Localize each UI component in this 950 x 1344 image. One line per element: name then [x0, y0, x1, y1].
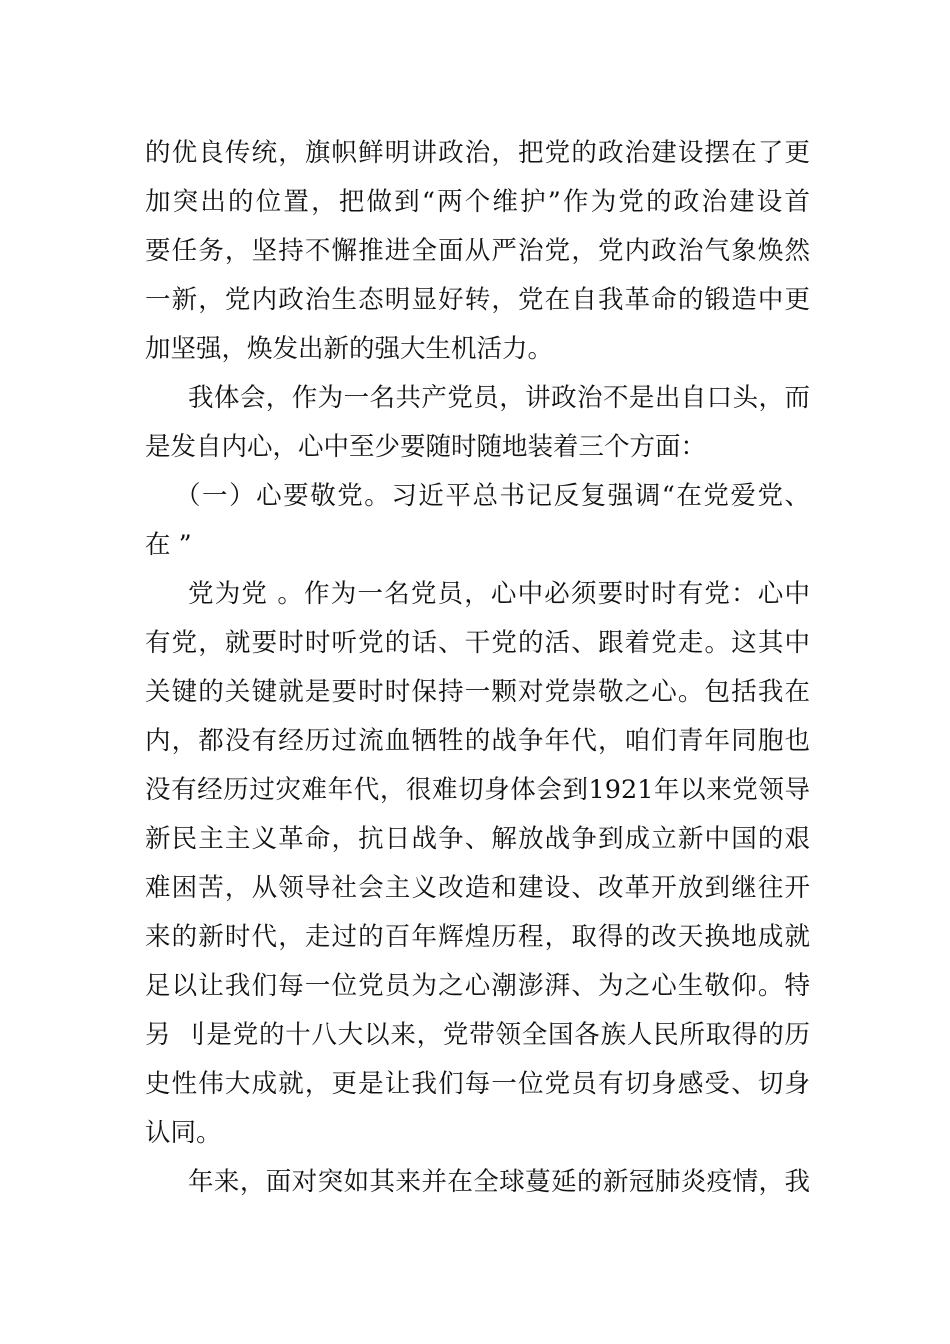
text-line: 新民主主义革命，抗日战争、解放战争到成立新中国的艰 [145, 824, 810, 854]
text-line: 另 刂是党的十八大以来，党带领全国各族人民所取得的历 [145, 1020, 810, 1050]
text-line: 难困苦，从领导社会主义改造和建设、改革开放到继往开 [145, 873, 810, 903]
text-line: 足以让我们每一位党员为之心潮澎湃、为之心生敬仰。特 [145, 971, 810, 1001]
text-line: 没有经历过灾难年代，很难切身体会到1921年以来党领导 [145, 775, 810, 805]
text-line: 加坚强，焕发出新的强大生机活力。 [145, 334, 554, 364]
text-line: 是发自内心，心中至少要随时随地装着三个方面： [145, 432, 707, 462]
text-line: 内，都没有经历过流血牺牲的战争年代，咱们青年同胞也 [145, 726, 810, 756]
text-line: 来的新时代，走过的百年辉煌历程，取得的改天换地成就 [145, 922, 810, 952]
text-line: 关键的关键就是要时时保持一颗对党崇敬之心。包括我在 [145, 677, 810, 707]
text-line: 史性伟大成就，更是让我们每一位党员有切身感受、切身 [145, 1069, 810, 1099]
text-line: 在 ” [145, 530, 192, 560]
document-body [145, 129, 810, 1207]
text-line: 加突出的位置，把做到“两个维护”作为党的政治建设首 [145, 187, 810, 217]
text-line: 党为党 。作为一名党员，心中必须要时时有党：心中 [188, 579, 810, 609]
text-line: 有党，就要时时听党的话、干党的活、跟着党走。这其中 [145, 628, 810, 658]
text-line: 认同。 [145, 1118, 222, 1148]
text-line: 要任务，坚持不懈推进全面从严治党，党内政治气象焕然 [145, 236, 810, 266]
text-line: 我体会，作为一名共产党员，讲政治不是出自口头，而 [188, 383, 810, 413]
text-line: 年来，面对突如其来并在全球蔓延的新冠肺炎疫情，我 [188, 1167, 810, 1197]
text-line: 的优良传统，旗帜鲜明讲政治，把党的政治建设摆在了更 [145, 138, 810, 168]
text-line: （一）心要敬党。习近平总书记反复强调“在党爱党、 [175, 481, 810, 511]
text-line: 一新，党内政治生态明显好转，党在自我革命的锻造中更 [145, 285, 810, 315]
